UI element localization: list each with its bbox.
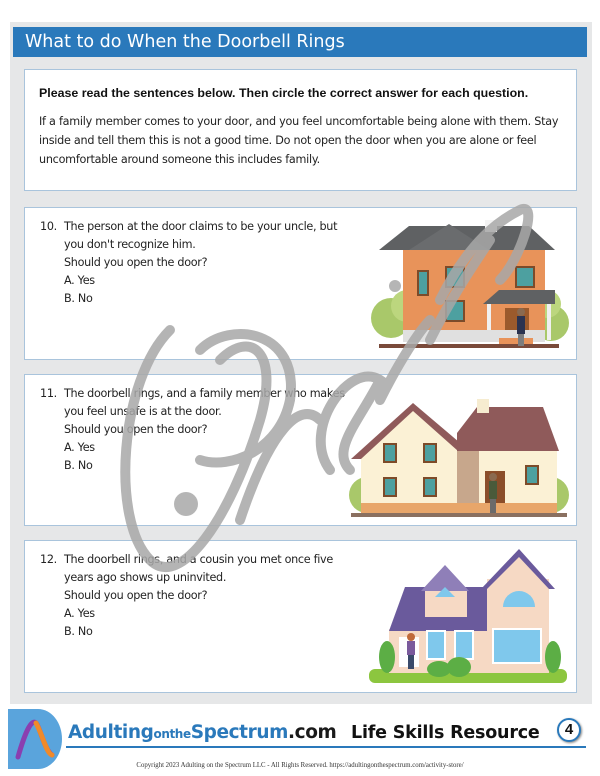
question-line: Should you open the door? [64, 423, 208, 436]
question-11 [24, 374, 577, 526]
question-line: you don't recognize him. [64, 238, 196, 251]
brand-name[interactable] [68, 722, 336, 743]
question-line: you feel unsafe is at the door. [64, 405, 222, 418]
question-number: 10. [40, 220, 57, 233]
option-a[interactable]: A. Yes [64, 441, 95, 454]
question-line: The doorbell rings, and a family member who makes [64, 387, 345, 400]
question-line: The doorbell rings, and a cousin you met once five [64, 553, 333, 566]
page-number: 4 [557, 718, 581, 742]
brand-adulting: Adulting [68, 722, 154, 743]
house-illustration [369, 549, 569, 691]
intro-paragraph: If a family member comes to your door, and you feel uncomfortable being alone with them. Stay inside and tell them this is not a good time. Do not open the door when you are alone or feel uncomfortable around someone this includes family. [39, 115, 559, 166]
question-line: The person at the door claims to be your uncle, but [64, 220, 338, 233]
footer-divider [66, 746, 586, 748]
question-line: Should you open the door? [64, 256, 208, 269]
option-b[interactable]: B. No [64, 292, 93, 305]
option-a[interactable]: A. Yes [64, 607, 95, 620]
question-12 [24, 540, 577, 693]
question-10 [24, 207, 577, 360]
option-b[interactable]: B. No [64, 625, 93, 638]
brand-logo-icon [8, 709, 62, 769]
question-number: 12. [40, 553, 57, 566]
tagline: Life Skills Resource [351, 723, 540, 743]
page-title: What to do When the Doorbell Rings [13, 27, 587, 57]
intro-box [24, 69, 577, 191]
question-line: years ago shows up uninvited. [64, 571, 227, 584]
house-illustration [369, 218, 569, 358]
brand-dotcom: .com [288, 722, 337, 743]
copyright: Copyright 2023 Adulting on the Spectrum LLC - All Rights Reserved. https://adultingonthespectrum.com/activity-store/ [136, 762, 464, 769]
brand-onthe: onthe [153, 727, 191, 741]
house-illustration [347, 399, 571, 521]
option-a[interactable]: A. Yes [64, 274, 95, 287]
brand-spectrum: Spectrum [190, 722, 288, 743]
option-b[interactable]: B. No [64, 459, 93, 472]
question-number: 11. [40, 387, 57, 400]
instructions: Please read the sentences below. Then circle the correct answer for each question. [39, 86, 529, 100]
question-line: Should you open the door? [64, 589, 208, 602]
